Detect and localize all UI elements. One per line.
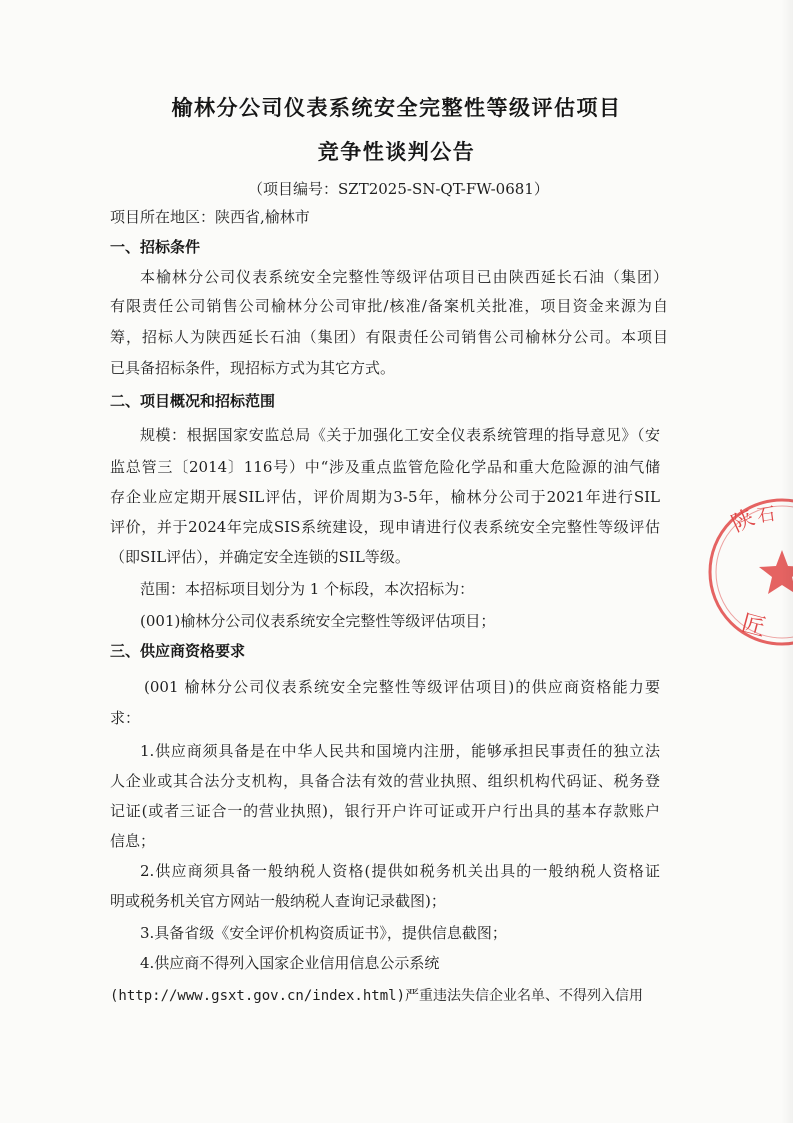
seal-text: 匠 [738,608,769,643]
paragraph-line: 筹，招标人为陕西延长石油（集团）有限责任公司销售公司榆林分公司。本项目 [110,328,668,346]
paragraph-line: 已具备招标条件，现招标方式为其它方式。 [110,359,396,377]
paragraph-line: 监总管三〔2014〕116号）中“涉及重点监管危险化学品和重大危险源的油气储 [110,458,660,476]
paragraph-line: 本榆林分公司仪表系统安全完整性等级评估项目已由陕西延长石油（集团） [140,268,668,286]
paragraph-line: （即SIL评估），并确定安全连锁的SIL等级。 [110,548,410,566]
paragraph-line: 有限责任公司销售公司榆林分公司审批/核准/备案机关批准，项目资金来源为自 [110,297,668,315]
seal-text: 陕 [727,505,759,538]
section-heading: 一、招标条件 [110,238,201,256]
paragraph-line: 求： [110,709,141,727]
paragraph-line: 规模：根据国家安监总局《关于加强化工安全仪表系统管理的指导意见》（安 [140,426,660,444]
paragraph-line: 信息； [110,832,156,850]
paragraph-line: 范围：本招标项目划分为 1 个标段，本次招标为： [140,580,475,598]
project-location: 项目所在地区：陕西省,榆林市 [110,208,310,226]
document-title: 榆林分公司仪表系统安全完整性等级评估项目 [171,96,622,120]
seal-text: 石 [755,503,777,527]
paragraph-line: 2.供应商须具备一般纳税人资格(提供如税务机关出具的一般纳税人资格证 [140,862,660,880]
paragraph-line: 记证(或者三证合一的营业执照)，银行开户许可证或开户行出具的基本存款账户 [110,802,660,820]
paragraph-line: 存企业应定期开展SIL评估，评价周期为3-5年，榆林分公司于2021年进行SIL [110,488,660,506]
company-seal [700,492,793,662]
paragraph-line: 人企业或其合法分支机构，具备合法有效的营业执照、组织机构代码证、税务登 [110,772,660,790]
section-heading: 二、项目概况和招标范围 [110,392,276,410]
paragraph-line: 4.供应商不得列入国家企业信用信息公示系统 [140,954,440,972]
paragraph-line: (http://www.gsxt.gov.cn/index.html)严重违法失信企业名单、不得列入信用 [110,988,644,1004]
paragraph-line: 评价，并于2024年完成SIS系统建设，现申请进行仪表系统安全完整性等级评估 [110,518,660,536]
project-code: （项目编号：SZT2025-SN-QT-FW-0681） [248,180,549,198]
paragraph-line: 1.供应商须具备是在中华人民共和国境内注册，能够承担民事责任的独立法 [140,742,660,760]
paragraph-line: 明或税务机关官方网站一般纳税人查询记录截图)； [110,892,446,910]
document-subtitle: 竞争性谈判公告 [317,140,476,164]
paragraph-line: (001 榆林分公司仪表系统安全完整性等级评估项目)的供应商资格能力要 [144,678,660,696]
paragraph-line: (001)榆林分公司仪表系统安全完整性等级评估项目； [140,612,496,630]
scan-shadow [781,0,793,1123]
section-heading: 三、供应商资格要求 [110,642,246,660]
paragraph-line: 3.具备省级《安全评价机构资质证书》，提供信息截图； [140,924,507,942]
